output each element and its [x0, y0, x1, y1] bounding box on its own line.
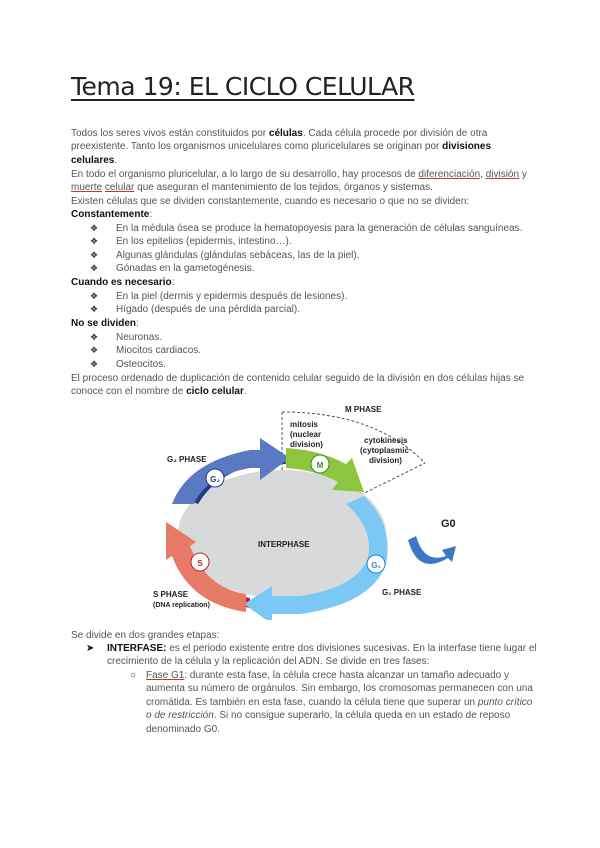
list-item: ❖ Algunas glándulas (glándulas sebáceas, las de la piel). — [104, 249, 544, 262]
interphase-label: INTERPHASE — [258, 540, 310, 549]
mitosis-line-2: (nuclear — [290, 430, 322, 439]
m-badge-label: M — [316, 461, 324, 470]
cycle-paragraph: El proceso ordenado de duplicación de contenido celular seguido de la división en dos células hijas se conoce con el nombre de ciclo celular. — [71, 373, 525, 398]
g0-arrow — [408, 536, 456, 564]
list-item: ❖ Hígado (después de una pérdida parcial). — [104, 303, 544, 316]
g2-phase-label: G₂ PHASE — [167, 455, 207, 464]
list-item: ❖ En los epitelios (epidermis, intestino…). — [104, 235, 544, 248]
g1-phase-label: G₁ PHASE — [382, 588, 422, 597]
cytokinesis-line-3: division) — [369, 456, 402, 465]
keyword-cells: células — [268, 128, 303, 139]
page-title: Tema 19: EL CICLO CELULAR — [71, 72, 415, 101]
cell-cycle-diagram — [150, 400, 480, 620]
list-when-necessary — [104, 290, 544, 317]
keyword-cell-divisions: divisiones celulares — [71, 141, 492, 166]
list-item: ❖ Miocitos cardiacos. — [104, 344, 544, 357]
intro-paragraph-1: Todos los seres vivos están constituidos por células. Cada célula procede por división de otra preexistente. Tanto los organismos unicelulares como pluricelulares se originan por divisiones celulares. — [71, 128, 492, 166]
list-item: ❖ En la médula ósea se produce la hematopoyesis para la generación de células sanguíneas. — [104, 222, 544, 235]
intro-paragraph-2: En todo el organismo pluricelular, a lo largo de su desarrollo, hay procesos de diferenciación, división y muerte celular que aseguran el mantenimiento de los tejidos, órganos y sistemas. — [71, 169, 527, 194]
arrowhead-bullet-icon: ➤ — [86, 643, 95, 654]
heading-no-division: No se dividen: — [71, 318, 139, 329]
interfase-item: ➤ INTERFASE: es el periodo existente entre dos divisiones sucesivas. En la interfase tiene lugar el crecimiento de la célula y la replicación del ADN. Se divide en tres fases: — [86, 643, 537, 668]
list-item: ❖ En la piel (dermis y epidermis después de lesiones). — [104, 290, 544, 303]
heading-when-necessary: Cuando es necesario: — [71, 277, 175, 288]
list-no-division — [104, 331, 544, 371]
list-item: ❖ Osteocitos. — [104, 358, 544, 371]
s-phase-label: S PHASE — [153, 590, 189, 599]
mitosis-line-3: division) — [290, 440, 323, 449]
dna-replication-label: (DNA replication) — [153, 602, 210, 609]
circle-bullet-icon: ○ — [130, 670, 137, 681]
list-item: ❖ Neuronas. — [104, 331, 544, 344]
g0-label: G0 — [441, 518, 456, 530]
m-phase-label: M PHASE — [345, 405, 382, 414]
cytokinesis-line-1: cytokinesis — [364, 436, 408, 445]
s-badge-label: S — [197, 559, 203, 568]
heading-constantly: Constantemente: — [71, 209, 153, 220]
g1-phase-item: ○ Fase G1: durante esta fase, la célula crece hasta alcanzar un tamaño adecuado y aumenta su número de orgánulos. Sin embargo, los cromosomas permanecen con una cromátida. Es también en esta fase, cuando la célula tiene que superar un punto crítico o de restricción. Si no consigue superarlo, la célula queda en un estado de reposo denominado G0. — [130, 670, 533, 735]
g1-badge-label: G₁ — [371, 561, 381, 570]
g2-badge-label: G₂ — [210, 475, 220, 484]
mitosis-line-1: mitosis — [290, 420, 319, 429]
cytokinesis-line-2: (cytoplasmic — [360, 446, 409, 455]
stages-paragraph: Se divide en dos grandes etapas: — [71, 630, 220, 641]
intro-paragraph-3: Existen células que se dividen constantemente, cuando es necesario o que no se dividen: — [71, 196, 470, 207]
list-item: ❖ Gónadas en la gametogénesis. — [104, 262, 544, 275]
list-constantly — [104, 222, 544, 276]
